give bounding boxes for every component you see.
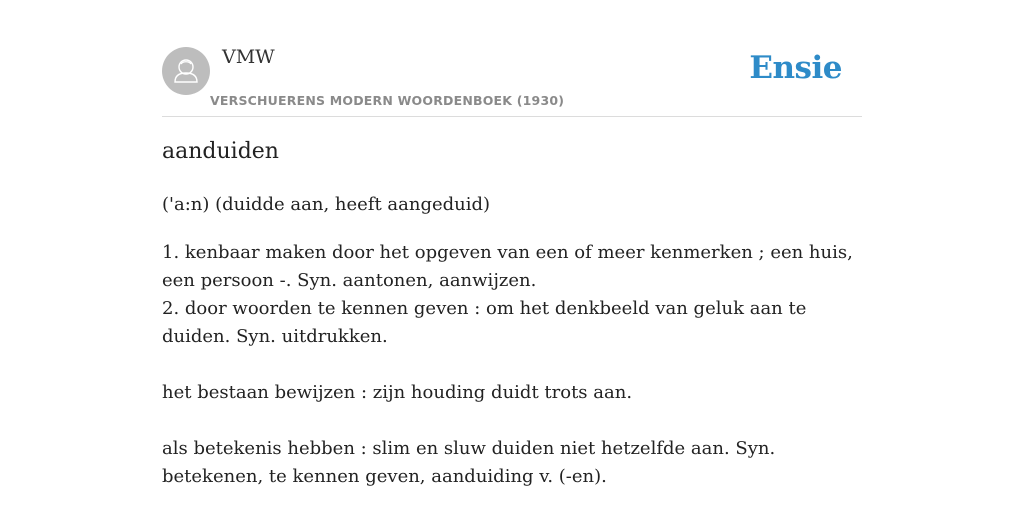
definition-4: als betekenis hebben : slim en sluw duiden niet hetzelfde aan. Syn. betekenen, te kennen geven, aanduiding v. (-en). — [162, 438, 776, 487]
user-silhouette-icon — [162, 47, 210, 95]
entry-word: aanduiden — [162, 139, 279, 164]
entry-header — [162, 0, 862, 117]
ensie-logo[interactable]: Ensie — [749, 50, 842, 86]
source-title[interactable]: VERSCHUERENS MODERN WOORDENBOEK (1930) — [210, 93, 565, 108]
author-name[interactable]: VMW — [222, 46, 275, 68]
definition-3: het bestaan bewijzen : zijn houding duidt trots aan. — [162, 382, 633, 403]
entry-definitions — [162, 239, 862, 491]
avatar[interactable] — [162, 47, 210, 95]
page-container — [162, 0, 862, 487]
spacer — [162, 351, 862, 379]
definition-1: 1. kenbaar maken door het opgeven van een of meer kenmerken ; een huis, een persoon -. Syn. aantonen, aanwijzen. — [162, 242, 853, 291]
entry-pronunciation: ('a:n) (duidde aan, heeft aangeduid) — [162, 194, 491, 215]
definition-2: 2. door woorden te kennen geven : om het denkbeeld van geluk aan te duiden. Syn. uitdrukken. — [162, 298, 807, 347]
spacer — [162, 407, 862, 435]
